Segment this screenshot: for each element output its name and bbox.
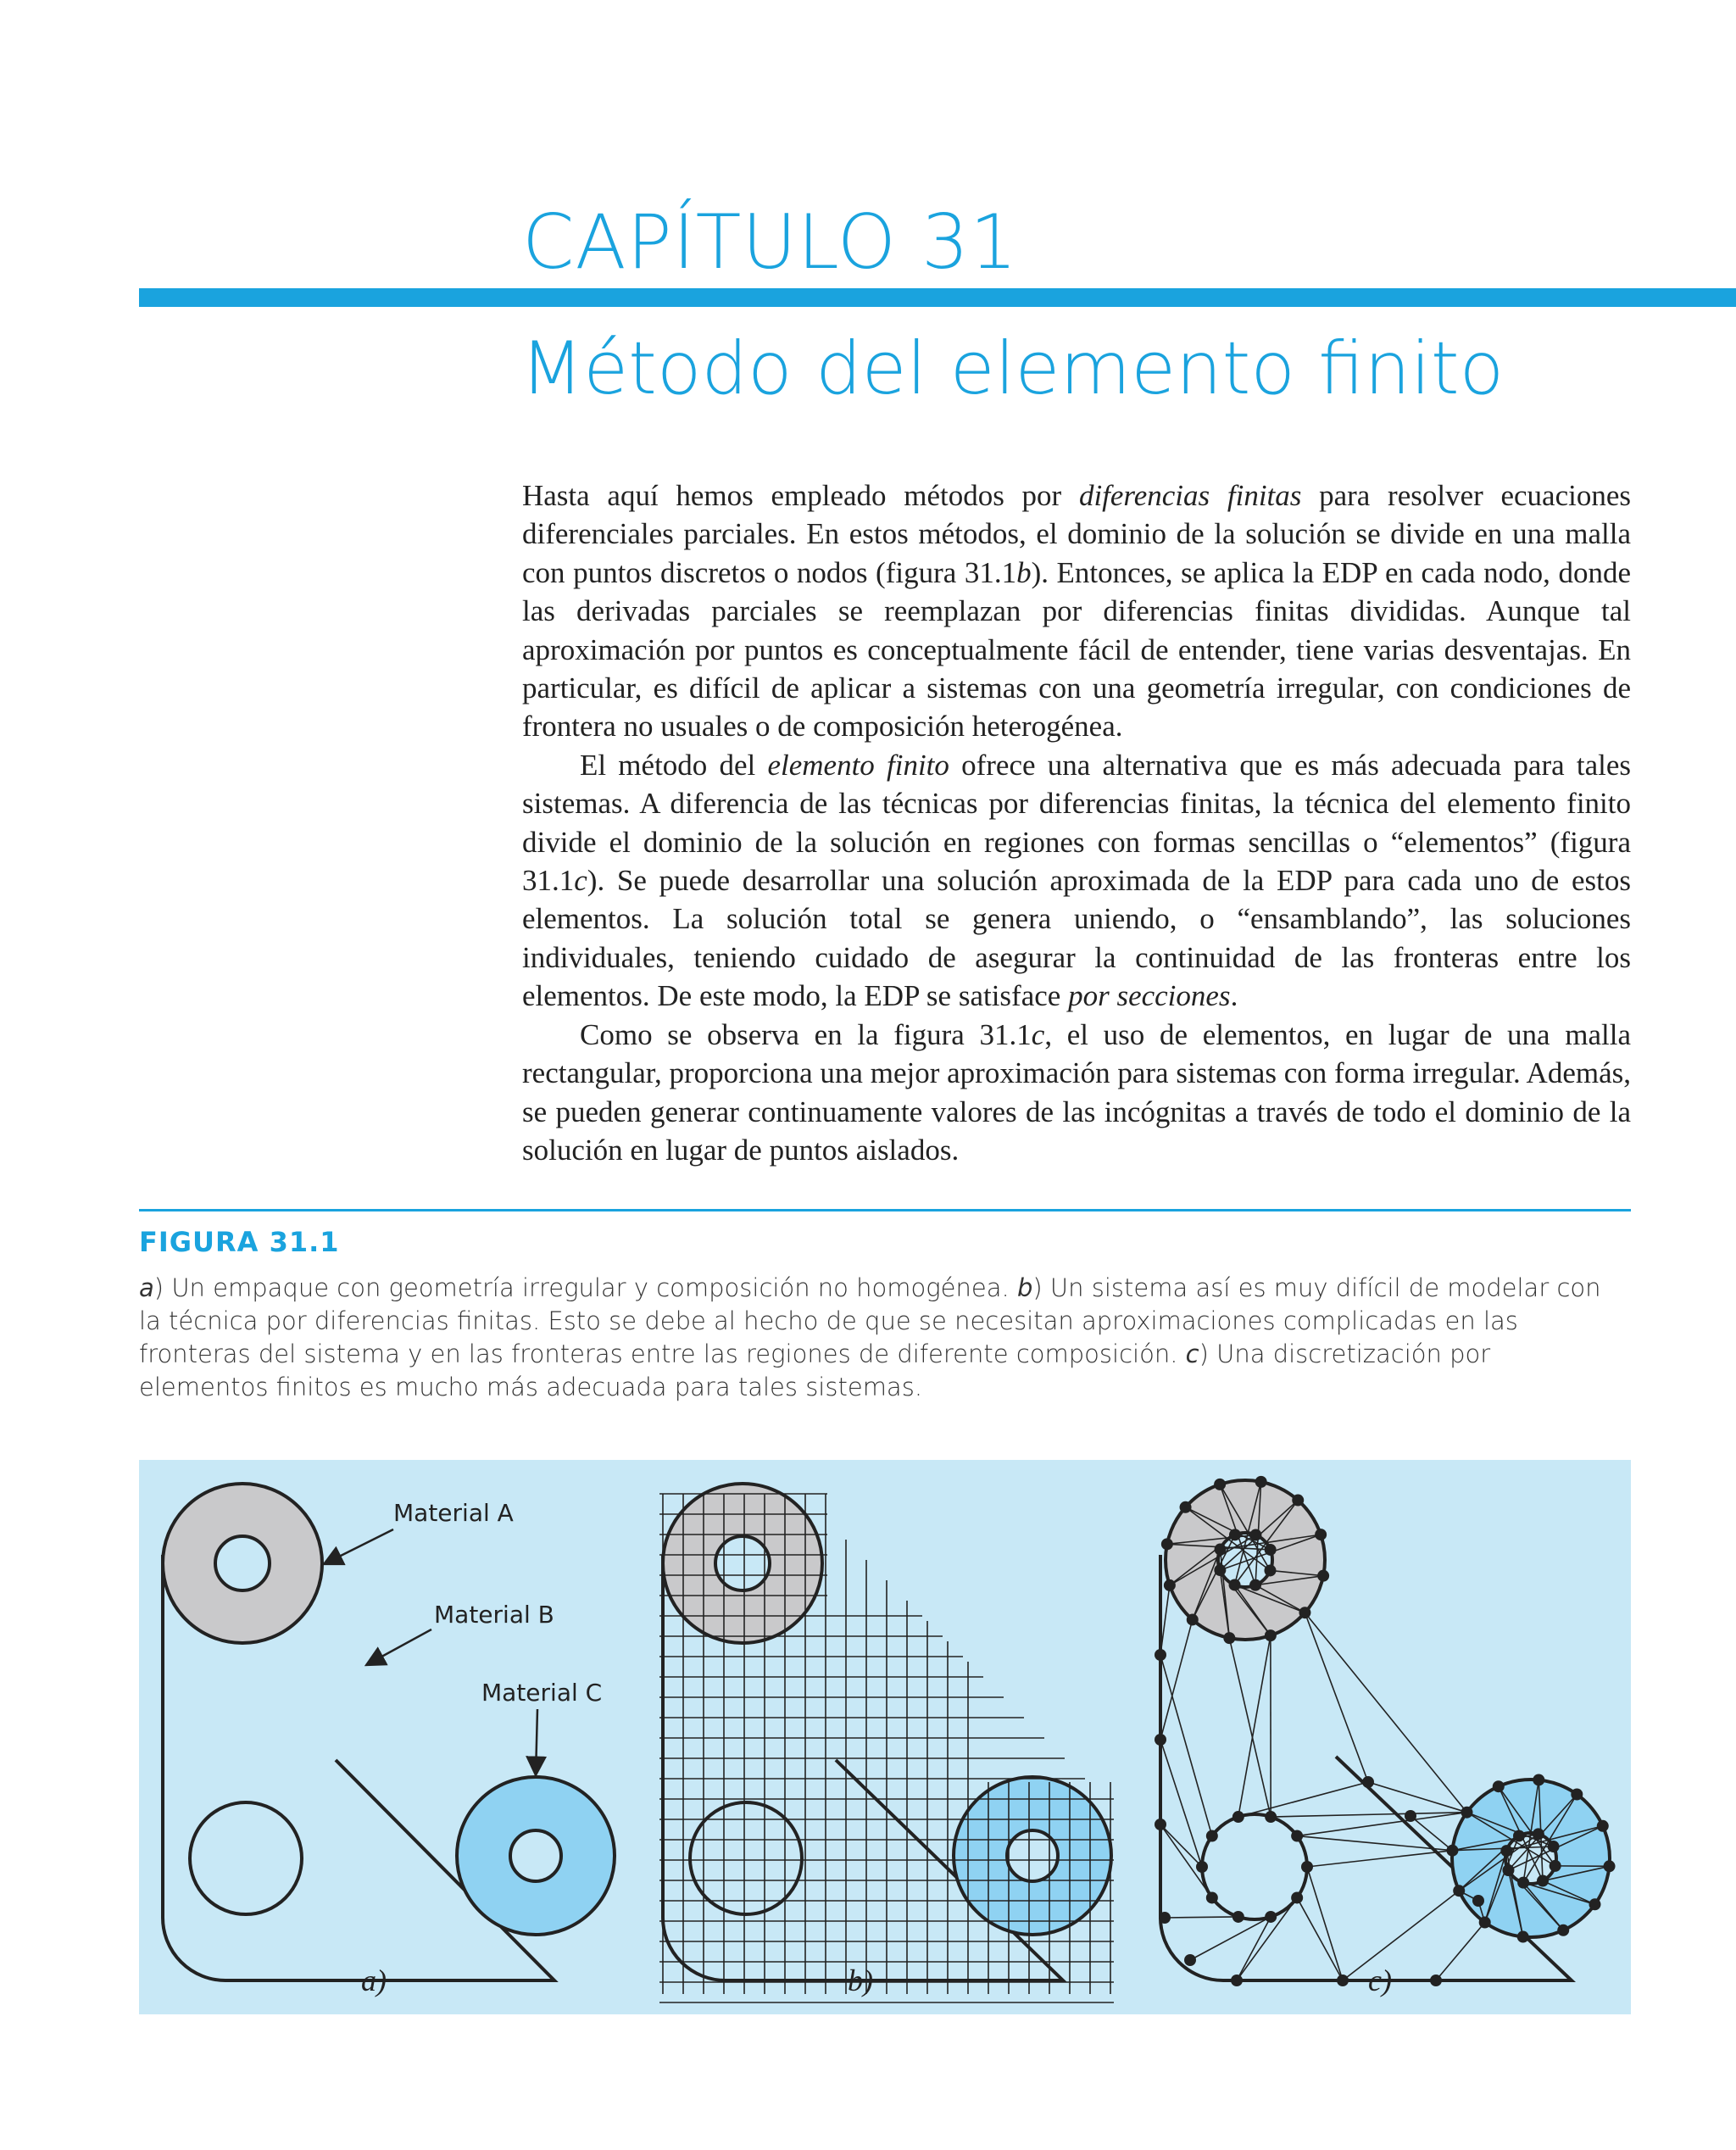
mesh-node	[1597, 1820, 1609, 1832]
text-run: para resolver ecuaciones diferenciales parciales. En estos métodos, el dominio de la solución se divide en una malla con puntos discretos o nodos (figura 31.1	[522, 479, 1632, 589]
mesh-node	[1500, 1845, 1512, 1857]
mesh-node	[1155, 1819, 1166, 1830]
mesh-edge	[1368, 1782, 1467, 1813]
mesh-node	[1161, 1538, 1173, 1550]
caption-emphasis: c	[1185, 1340, 1199, 1368]
mesh-edge	[1160, 1619, 1193, 1740]
grid-material-c-hole	[1007, 1830, 1058, 1881]
mesh-edge	[1307, 1867, 1343, 1980]
mesh-node	[1317, 1570, 1329, 1582]
material-b-label: Material B	[434, 1601, 554, 1629]
mesh-edge	[1160, 1824, 1212, 1897]
mesh-node	[1517, 1877, 1529, 1889]
panel-b-label: b)	[848, 1963, 873, 1997]
text-emphasis: elemento finito	[767, 748, 949, 782]
text-run: Hasta aquí hemos empleado métodos por	[522, 479, 1079, 512]
mesh-node	[1214, 1479, 1226, 1490]
mesh-node	[1405, 1810, 1416, 1822]
mesh-node	[1299, 1607, 1310, 1618]
mesh-node	[1301, 1861, 1313, 1873]
text-run: ofrece una alternativa que es más adecuada para tales sistemas. A diferencia de las técnicas por diferencias finitas, la técnica del elemento finito divide el dominio de la solución en regiones con formas sencillas o “elementos” (figura 31.1	[522, 748, 1631, 898]
paragraph-2	[522, 746, 1631, 1016]
text-run: El método del	[580, 748, 768, 782]
mesh-edge	[1297, 1897, 1343, 1980]
material-c-label: Material C	[481, 1679, 603, 1707]
mesh-node	[1571, 1789, 1583, 1801]
mesh-node	[1232, 1811, 1244, 1823]
text-run: Como se observa en la figura 31.1	[580, 1017, 1032, 1051]
mesh-node	[1215, 1544, 1227, 1556]
text-run: .	[1230, 979, 1238, 1013]
mesh-node	[1265, 1911, 1277, 1923]
figure-panel	[139, 1460, 1631, 2014]
mesh-node	[1187, 1613, 1199, 1625]
chapter-label: CAPÍTULO 31	[522, 198, 1018, 286]
mesh-node	[1180, 1501, 1192, 1513]
mesh-node	[1604, 1860, 1616, 1872]
text-emphasis: b	[1016, 555, 1032, 589]
mesh-node	[1550, 1860, 1561, 1872]
mesh-node	[1255, 1476, 1267, 1488]
material-a-label: Material A	[393, 1499, 514, 1527]
mesh-node	[1206, 1891, 1218, 1903]
mesh-node	[1265, 1811, 1277, 1823]
text-emphasis: por secciones	[1068, 979, 1231, 1013]
mesh-node	[1206, 1830, 1218, 1842]
mesh-node	[1231, 1975, 1243, 1986]
mesh-edge	[1305, 1612, 1466, 1812]
mesh-node	[1292, 1495, 1304, 1507]
figure-drawing	[139, 1460, 1631, 2014]
text-emphasis: diferencias finitas	[1078, 479, 1302, 512]
fe-empty-hole	[1202, 1814, 1307, 1919]
mesh-node	[1461, 1807, 1473, 1819]
mesh-node	[1184, 1954, 1196, 1966]
mesh-node	[1502, 1864, 1514, 1876]
mesh-node	[1232, 1911, 1244, 1923]
mesh-node	[1493, 1780, 1505, 1792]
mesh-node	[1315, 1529, 1327, 1540]
mesh-edge	[1237, 1897, 1297, 1980]
mesh-node	[1533, 1774, 1544, 1785]
mesh-edge	[1436, 1922, 1485, 1980]
mesh-edge	[1343, 1891, 1459, 1980]
material-a-hole	[215, 1536, 270, 1590]
mesh-node	[1164, 1579, 1176, 1591]
caption-emphasis: b	[1016, 1273, 1033, 1302]
mesh-node	[1196, 1861, 1208, 1873]
caption-text: ) Una discretización por elementos finitos es mucho más adecuada para tales sistemas.	[139, 1340, 1491, 1401]
mesh-node	[1513, 1830, 1525, 1841]
text-emphasis: c	[574, 864, 587, 898]
mesh-node	[1430, 1975, 1442, 1986]
mesh-node	[1453, 1885, 1465, 1897]
mesh-edge	[1165, 1917, 1238, 1918]
text-run: ). Entonces, se aplica la EDP en cada nodo, donde las derivadas parciales se reemplazan por diferencias finitas divididas. Aunque tal aproximación por puntos es conceptualmente fácil de entender, tiene varias desventajas. En particular, es difícil de aplicar a sistemas con una geometría irregular, con condiciones de frontera no usuales o de composición heterogénea.	[522, 555, 1632, 744]
figure-caption	[139, 1272, 1614, 1404]
mesh-node	[1557, 1924, 1569, 1936]
mesh-node	[1446, 1845, 1458, 1857]
mesh-node	[1589, 1898, 1600, 1910]
mesh-edge	[1307, 1851, 1452, 1867]
mesh-node	[1229, 1579, 1241, 1590]
figure-label: FIGURA 31.1	[139, 1226, 340, 1258]
mesh-node	[1548, 1841, 1560, 1852]
panel-b-drawing	[659, 1484, 1114, 2002]
caption-emphasis: a	[139, 1273, 154, 1302]
mesh-node	[1249, 1579, 1261, 1591]
caption-text: ) Un sistema así es muy difícil de modelar con la técnica por diferencias finitas. Esto se debe al hecho de que se necesitan aproximaciones complicadas en las fronteras del sistema y en las fronteras entre las regiones de diferente composición.	[139, 1273, 1601, 1368]
mesh-node	[1214, 1564, 1226, 1576]
mesh-node	[1517, 1931, 1529, 1943]
mesh-edge	[1238, 1635, 1271, 1817]
mesh-node	[1155, 1649, 1166, 1661]
body-text	[522, 476, 1631, 1169]
panel-a-drawing	[163, 1484, 615, 1997]
mesh-node	[1533, 1828, 1544, 1840]
mesh-node	[1264, 1564, 1276, 1576]
panel-c-label: c)	[1368, 1963, 1392, 1997]
material-c-hole	[510, 1830, 561, 1881]
caption-text: ) Un empaque con geometría irregular y composición no homogénea.	[153, 1273, 1017, 1302]
mesh-node	[1362, 1776, 1374, 1788]
mesh-edge	[1160, 1655, 1212, 1836]
mesh-edge	[1238, 1782, 1368, 1817]
mesh-node	[1537, 1875, 1549, 1887]
mesh-node	[1265, 1544, 1277, 1556]
mesh-node	[1265, 1629, 1277, 1641]
mesh-node	[1291, 1891, 1303, 1903]
mesh-node	[1159, 1912, 1171, 1924]
panel-c-drawing	[1155, 1476, 1616, 1997]
mesh-node	[1223, 1632, 1235, 1644]
paragraph-3	[522, 1016, 1631, 1170]
text-emphasis: c	[1031, 1017, 1045, 1051]
mesh-node	[1472, 1895, 1484, 1907]
mesh-node	[1337, 1975, 1349, 1986]
mesh-node	[1229, 1529, 1241, 1540]
text-run: ). Se puede desarrollar una solución aproximada de la EDP para cada uno de estos elementos. La solución total se genera uniendo, o “ensamblando”, las soluciones individuales, teniendo cuidado de asegurar la continuidad de las fronteras entre los elementos. De este modo, la EDP se satisface	[522, 864, 1631, 1013]
figure-divider	[139, 1209, 1631, 1211]
mesh-node	[1479, 1916, 1491, 1928]
mesh-node	[1155, 1734, 1166, 1746]
text-run: , el uso de elementos, en lugar de una malla rectangular, proporciona una mejor aproximación para sistemas con forma irregular. Además, se pueden generar continuamente valores de las incógnitas a través de todo el dominio de la solución en lugar de puntos aislados.	[522, 1017, 1631, 1167]
chapter-title: Método del elemento finito	[520, 326, 1505, 411]
chapter-bar	[139, 288, 1736, 307]
mesh-node	[1249, 1529, 1261, 1541]
paragraph-1	[522, 476, 1631, 746]
mesh-node	[1291, 1830, 1303, 1842]
panel-a-label: a)	[361, 1963, 387, 1997]
material-b-arrow	[366, 1629, 431, 1665]
material-c-arrow	[536, 1709, 537, 1775]
empty-hole	[190, 1802, 302, 1914]
mesh-edge	[1229, 1638, 1271, 1817]
material-a-arrow	[324, 1529, 393, 1564]
mesh-edge	[1160, 1740, 1202, 1867]
